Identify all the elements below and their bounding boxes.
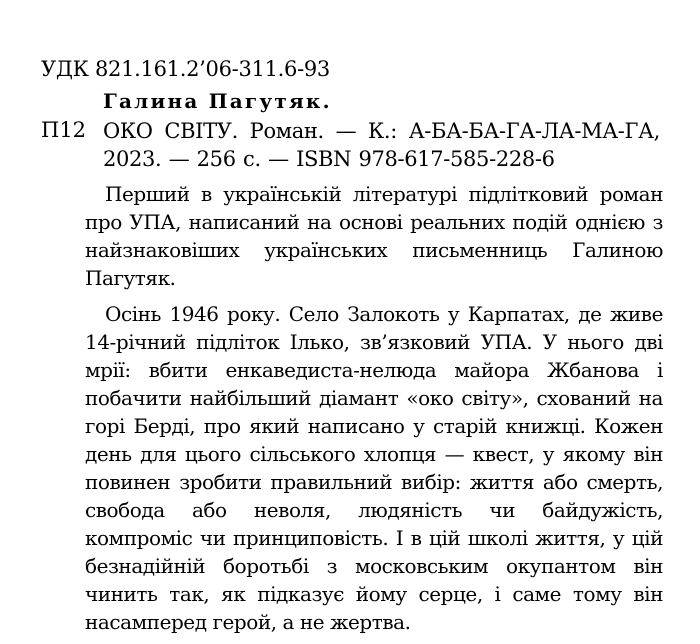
call-number: П12	[41, 118, 87, 142]
author-heading: Галина Пагутяк.	[103, 89, 332, 113]
bibliographic-record: ОКО СВІТУ. Роман. — К.: А-БА-БА-ГА-ЛА-МА-ГА, 2023. — 256 с. — ISBN 978-617-585-228-6	[103, 119, 660, 171]
abstract-paragraph: Перший в українській літературі підлітковий роман про УПА, написаний на основі реальних подій однією з найзнаковіших українських письменниць Галиною Пагутяк.	[85, 182, 663, 290]
abstract-paragraph: Осінь 1946 року. Село Залокоть у Карпатах, де живе 14-річний підліток Ілько, зв’язковий УПА. У нього дві мрії: вбити енкаведиста-нелюда майора Жбанова і побачити найбільший діамант «око світу», схований на горі Берді, про який написано у старій книжці. Кожен день для цього сільського хлопця — квест, у якому він повинен зробити правильний вибір: життя або смерть, свобода або неволя, людяність чи байдужість, компроміс чи принциповість. І в цій школі життя, у цій безнадійній боротьбі з московським окупантом він чинить так, як підказує йому серце, і саме тому він насамперед герой, а не жертва.	[85, 302, 663, 634]
abstract	[85, 180, 663, 644]
udc-code: УДК 821.161.2’06-311.6-93	[41, 57, 330, 81]
